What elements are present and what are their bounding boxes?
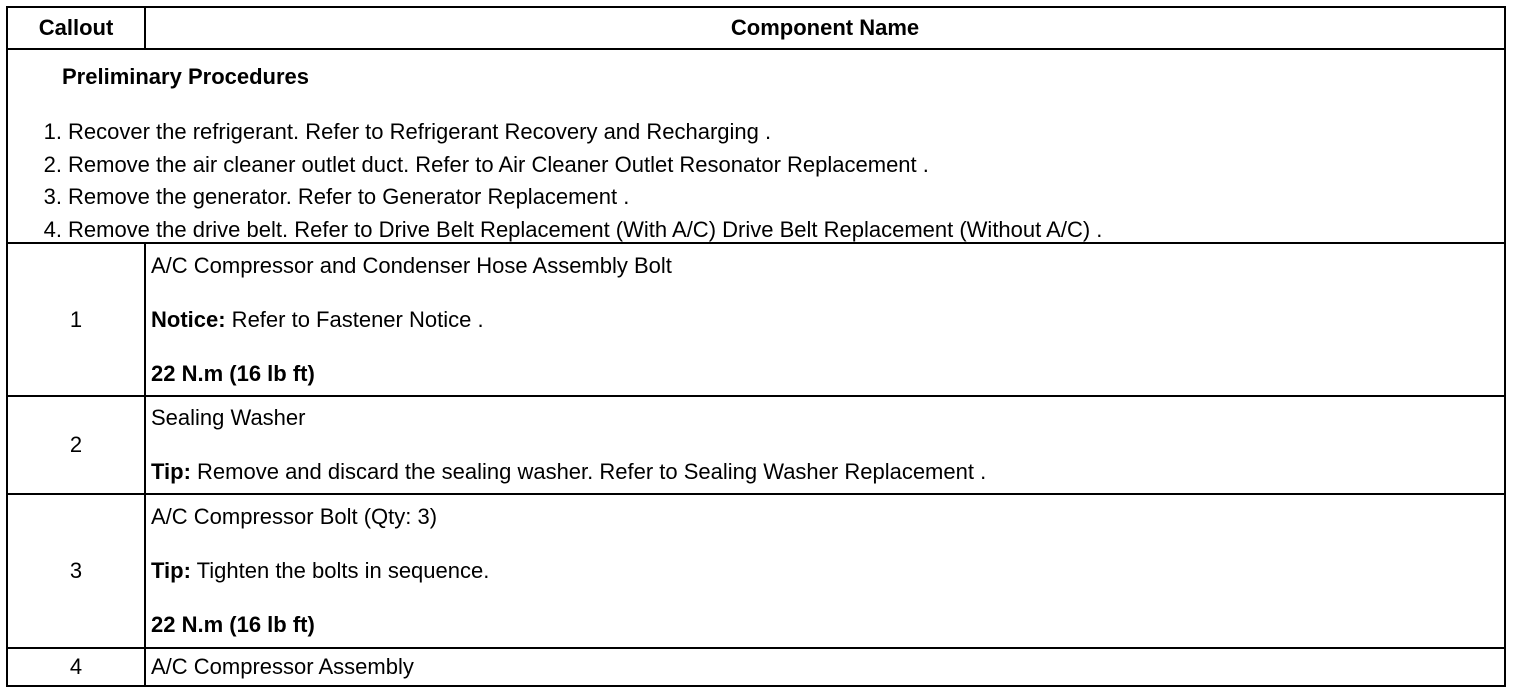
callout-number: 2	[8, 397, 146, 493]
torque-spec: 22 N.m (16 lb ft)	[151, 361, 315, 386]
callout-number: 3	[8, 495, 146, 647]
table-row	[8, 493, 1504, 647]
table-row	[8, 395, 1504, 493]
table-row	[8, 647, 1504, 685]
table-row	[8, 242, 1504, 395]
component-name: Sealing Washer	[151, 405, 306, 430]
note-text: Tighten the bolts in sequence.	[190, 558, 490, 583]
preliminary-step: 2. Remove the air cleaner outlet duct. Refer to Air Cleaner Outlet Resonator Replacement .	[8, 149, 1102, 182]
table-header-row	[8, 8, 1504, 48]
preliminary-steps-list	[8, 116, 1102, 246]
callout-number: 4	[8, 649, 146, 685]
note-label: Tip:	[151, 558, 191, 583]
component-cell	[146, 244, 1504, 395]
preliminary-step: 1. Recover the refrigerant. Refer to Refrigerant Recovery and Recharging .	[8, 116, 1102, 149]
component-cell	[146, 649, 1504, 685]
preliminary-procedures-row	[8, 48, 1504, 242]
note-label: Tip:	[151, 459, 191, 484]
component-cell	[146, 397, 1504, 493]
preliminary-procedures-title: Preliminary Procedures	[62, 64, 310, 89]
callout-number: 1	[8, 244, 146, 395]
component-name: A/C Compressor Bolt (Qty: 3)	[151, 504, 438, 529]
step-text: Remove the air cleaner outlet duct. Refer to Air Cleaner Outlet Resonator Replacement .	[68, 151, 929, 177]
component-name: A/C Compressor Assembly	[151, 654, 414, 679]
component-note	[146, 557, 1504, 585]
component-note	[146, 306, 1504, 334]
component-name-column-header: Component Name	[730, 15, 920, 40]
step-text: Remove the drive belt. Refer to Drive Belt Replacement (With A/C) Drive Belt Replacement (Without A/C) .	[68, 216, 1103, 242]
note-text: Remove and discard the sealing washer. Refer to Sealing Washer Replacement .	[190, 459, 987, 484]
torque-spec: 22 N.m (16 lb ft)	[151, 612, 315, 637]
component-table	[6, 6, 1506, 687]
note-label: Notice:	[151, 307, 226, 332]
component-note	[146, 458, 1504, 486]
step-text: Remove the generator. Refer to Generator Replacement .	[68, 184, 630, 209]
component-cell	[146, 495, 1504, 647]
preliminary-step: 3. Remove the generator. Refer to Generator Replacement .	[8, 181, 1102, 214]
component-name: A/C Compressor and Condenser Hose Assembly Bolt	[151, 253, 672, 278]
callout-column-header: Callout	[8, 8, 146, 48]
preliminary-step: 4. Remove the drive belt. Refer to Drive Belt Replacement (With A/C) Drive Belt Replacement (Without A/C) .	[8, 214, 1102, 247]
step-text: Recover the refrigerant. Refer to Refrigerant Recovery and Recharging .	[68, 119, 772, 144]
note-text: Refer to Fastener Notice .	[225, 307, 484, 332]
